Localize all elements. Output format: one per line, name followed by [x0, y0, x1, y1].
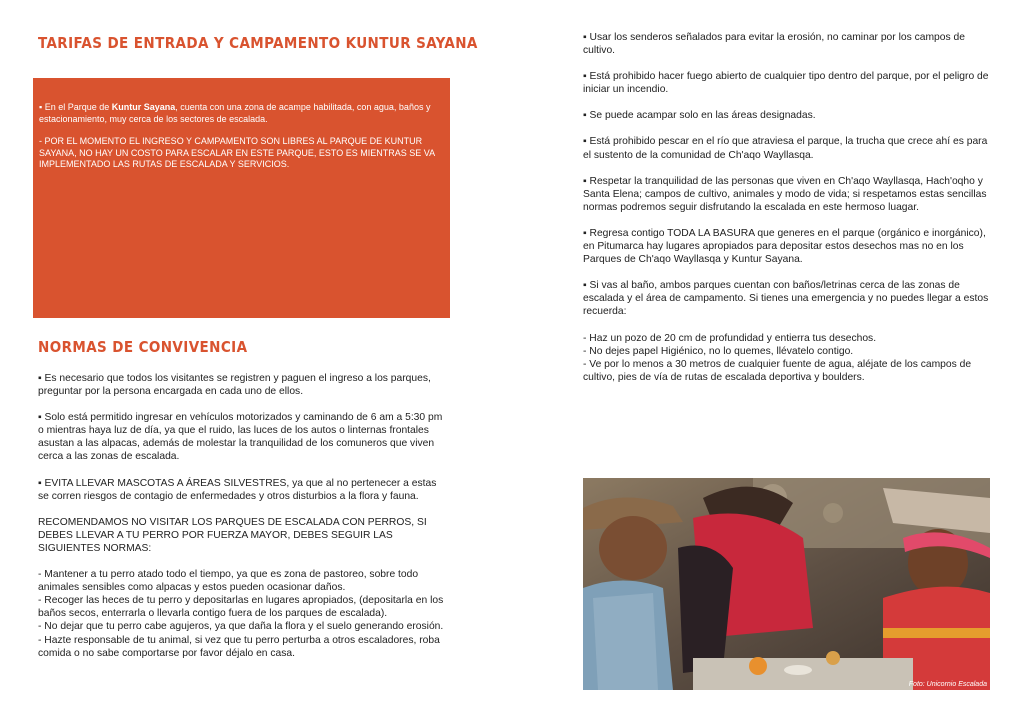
dog-rule: - No dejar que tu perro cabe agujeros, ya que daña la flora y el suelo generando erosión.: [38, 621, 444, 633]
bathroom-tip: - No dejes papel Higiénico, no lo quemes, llévatelo contigo.: [583, 345, 854, 357]
bathroom-tip: - Ve por lo menos a 30 metros de cualquier fuente de agua, aléjate de los campos de cultivo, pies de vía de rutas de escalada deportiva y boulders.: [583, 358, 972, 383]
dog-rule: - Mantener a tu perro atado todo el tiempo, ya que es zona de pastoreo, sobre todo animales sensibles como alpacas y estos pueden ocasionar daños.: [38, 569, 419, 594]
community-photo: [583, 478, 990, 690]
park-rules: [583, 31, 992, 384]
bathroom-tips-list: [583, 332, 992, 384]
rule-paragraph: ▪ Regresa contigo TODA LA BASURA que generes en el parque (orgánico e inorgánico), en Pitumarca hay lugares apropiados para depositar estos desechos mas no en los Parques de Ch'aqo Wayllasqa y Kuntur Sayana.: [583, 227, 986, 266]
rule-paragraph: ▪ EVITA LLEVAR MASCOTAS A ÁREAS SILVESTRES, ya que al no pertenecer a estas se corren riesgos de contagio de enfermedades y otros disturbios a la flora y fauna.: [38, 477, 437, 502]
dog-recommendation: RECOMENDAMOS NO VISITAR LOS PARQUES DE ESCALADA CON PERROS, SI DEBES LLEVAR A TU PERRO POR FUERZA MAYOR, DEBES SEGUIR LAS SIGUIENTES NORMAS:: [38, 516, 427, 554]
park-name-bold: Kuntur Sayana: [111, 102, 176, 112]
fees-text-pre: ▪ En el Parque de: [39, 102, 112, 112]
rule-paragraph: ▪ Está prohibido pescar en el río que atraviesa el parque, la trucha que crece ahí es para el sustento de la comunidad de Ch'aqo Wayllasqa.: [583, 136, 988, 161]
right-page: [512, 0, 1024, 724]
photo-credit: Foto: Unicornio Escalada: [908, 681, 987, 688]
rule-paragraph: ▪ Está prohibido hacer fuego abierto de cualquier tipo dentro del parque, por el peligro de iniciar un incendio.: [583, 71, 989, 96]
rule-paragraph: ▪ Se puede acampar solo en las áreas designadas.: [583, 110, 816, 122]
rule-paragraph: ▪ Si vas al baño, ambos parques cuentan con baños/letrinas cerca de las zonas de escalada y el área de campamento. Si tienes una emergencia y no puedes llegar a estos recuerda:: [583, 280, 989, 318]
fees-heading: TARIFAS DE ENTRADA Y CAMPAMENTO KUNTUR SAYANA: [38, 34, 478, 52]
fees-paragraph-1: [39, 102, 444, 125]
rule-paragraph: ▪ Solo está permitido ingresar en vehículos motorizados y caminando de 6 am a 5:30 pm o mientras haya luz de día, ya que el ruido, las luces de los autos o linternas frontales asustan a las alpacas, además de molestar la tranquilidad de los comuneros que viven cerca a las zonas de escalada.: [38, 412, 443, 463]
fees-info-box: [33, 78, 450, 318]
rule-paragraph: ▪ Usar los senderos señalados para evitar la erosión, no caminar por los campos de cultivo.: [583, 32, 965, 57]
rule-paragraph: ▪ Respetar la tranquilidad de las personas que viven en Ch'aqo Wayllasqa, Hach'oqho y Santa Elena; campos de cultivo, animales y modo de vida; si respetamos estas sencillas normas podremos seguir disfrutando la escalada en este hermoso luagar.: [583, 175, 987, 213]
rule-paragraph: ▪ Es necesario que todos los visitantes se registren y paguen el ingreso a los parques, preguntar por la persona encargada en cada uno de ellos.: [38, 373, 431, 398]
fees-text-post: , cuenta con una zona de acampe habilitada, con agua, baños y estacionamiento, muy cerca de los sectores de escalada.: [39, 102, 431, 124]
dog-rules-list: [38, 568, 446, 660]
fees-paragraph-2: - POR EL MOMENTO EL INGRESO Y CAMPAMENTO SON LIBRES AL PARQUE DE KUNTUR SAYANA, NO HAY UN COSTO PARA ESCALAR EN ESTE PARQUE, ESTO ES MIENTRAS SE VA IMPLEMENTADO LAS RUTAS DE ESCALADA Y SERVICIOS.: [39, 136, 435, 169]
coexistence-heading: NORMAS DE CONVIVENCIA: [38, 338, 248, 356]
photo-illustration: [583, 478, 990, 690]
dog-rule: - Hazte responsable de tu animal, si vez que tu perro perturba a otros escaladores, roba comida o no sabe comportarse por favor déjalo en casa.: [38, 634, 440, 659]
bathroom-tip: - Haz un pozo de 20 cm de profundidad y entierra tus desechos.: [583, 332, 877, 344]
dog-rule: - Recoger las heces de tu perro y depositarlas en lugares apropiados, (depositarla en los baños secos, enterrarla o llevarla contigo fuera de los parques de escalada).: [38, 595, 444, 620]
coexistence-rules: [38, 372, 446, 660]
